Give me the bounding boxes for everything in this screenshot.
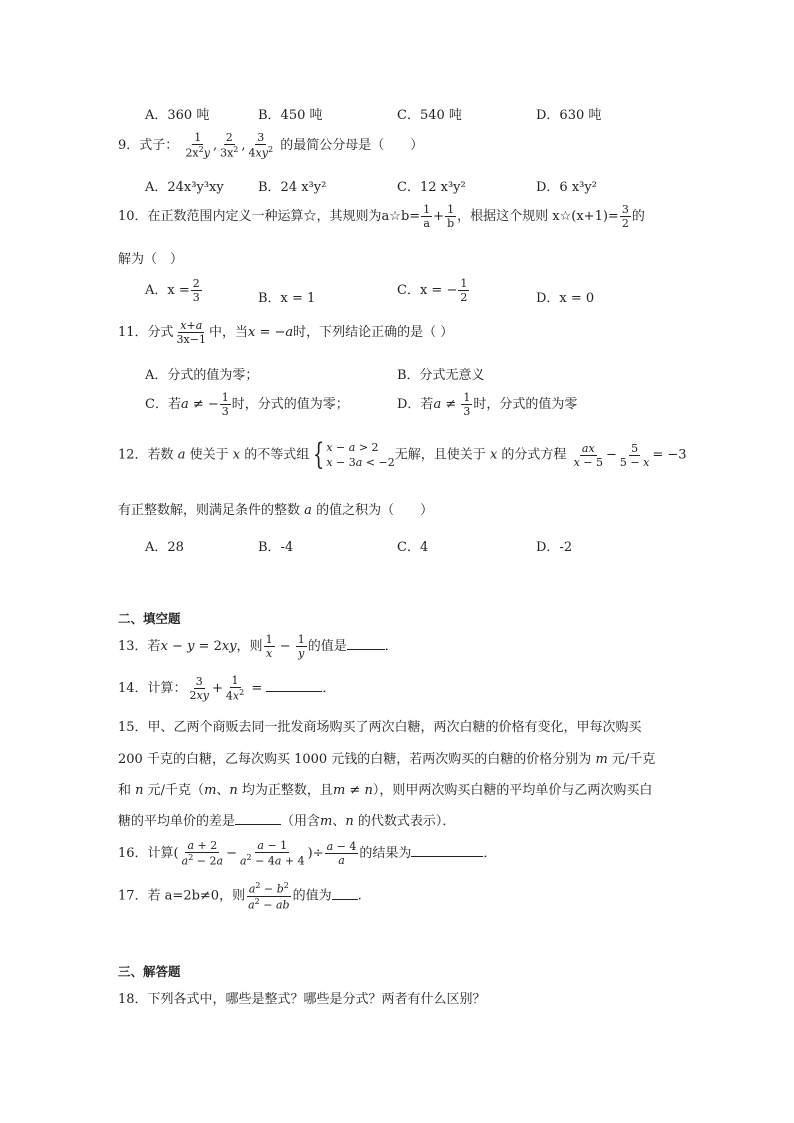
question-13: 13．若x − y = 2xy，则 $\frac{1}{x}$ − $\frac{1}{y}$ 的值是 ． [118, 633, 398, 660]
q12-option-d: D．-2 [536, 540, 573, 555]
q11-option-a: A．分式的值为零； [145, 368, 259, 383]
q12-inequality-system: { x − a > 2 x − 3a < −2 [313, 437, 395, 472]
q10-line-2: 解为（ ） [118, 252, 184, 267]
q11-option-b: B．分式无意义 [397, 368, 485, 383]
q9-option-c: C．12 x³y² [397, 180, 466, 195]
q9-prefix: 式子： [139, 137, 179, 153]
q10-option-a: A．x = $\frac{2}{3}$ [145, 277, 200, 304]
q10-stem-3: 的 [631, 209, 645, 224]
question-18: 18．下列各式中，哪些是整式？哪些是分式？两者有什么区别？ [118, 992, 486, 1007]
question-10-line-1 [118, 204, 645, 229]
q15-answer-blank[interactable] [235, 812, 281, 825]
q12-option-a: A．28 [145, 540, 184, 555]
question-17: 17．若 a=2b≠0，则 $\frac{a^2 - b^2}{a^2 - ab}$ 的值为 . [118, 881, 362, 912]
q8-option-a: A．360 吨 [145, 108, 210, 123]
q9-suffix: 的最简公分母是（ ） [280, 137, 424, 153]
q9-number: 9． [118, 137, 140, 153]
q8-option-d: D．630 吨 [536, 108, 602, 123]
q10-stem: 10．在正数范围内定义一种运算☆，其规则为 [118, 209, 382, 224]
question-15-line-1: 15．甲、乙两个商贩去同一批发商场购买了两次白糖，两次白糖的价格有变化，甲每次购买 [118, 720, 642, 735]
q11-option-d: D．若a ≠ $\frac{1}{3}$ 时，分式的值为零 [397, 391, 578, 418]
q12-option-c: C．4 [397, 540, 429, 555]
q10-option-c: C．x = − $\frac{1}{2}$ [397, 277, 468, 304]
q8-option-c: C．540 吨 [397, 108, 462, 123]
question-15-line-3: 和 n 元/千克（m、n 均为正整数，且m ≠ n），则甲两次购买白糖的平均单价与乙两次购买白 [118, 783, 653, 798]
q9-option-d: D．6 x³y² [536, 180, 597, 195]
question-14: 14．计算： $\frac{3}{2xy}$ + $\frac{1}{4x^2}$ = ． [118, 674, 336, 703]
q14-answer-blank[interactable] [266, 679, 322, 692]
q12-line-2: 有正整数解，则满足条件的整数 a 的值之积为（ ） [118, 503, 434, 518]
question-15-line-2: 200 千克的白糖，乙每次购买 1000 元钱的白糖，若两次购买的白糖的价格分别为 m 元/千克 [118, 752, 656, 767]
question-15-line-4: 糖的平均单价的差是 （用含m、n 的代数式表示）． [118, 814, 456, 829]
question-9: 9．式子： $\frac{1}{2x^2y}$ , $\frac{2}{3x^2}$ , $\frac{3}{4xy^2}$ 的最简公分母是（ ） [118, 131, 424, 160]
section-answer-title: 三、解答题 [118, 964, 181, 979]
q11-stem-2: 中，当 [208, 325, 248, 340]
q11-option-c: C．若a ≠ − $\frac{1}{3}$ 时，分式的值为零； [145, 391, 349, 418]
q12-option-b: B．-4 [258, 540, 294, 555]
q9-fraction-1: $\frac{1}{2x^2y}$ [185, 131, 210, 160]
question-12: 12．若数 a 使关于 x 的不等式组 { x − a > 2 x − 3a < −2 无解，且使关于 x 的分式方程 $\frac{ax}{x - 5}$ − $\frac{5}{5 - x}$ = −3 [118, 437, 687, 472]
section-fill-in-title: 二、填空题 [118, 611, 181, 626]
q13-answer-blank[interactable] [347, 637, 385, 650]
q8-option-b: B．450 吨 [258, 108, 323, 123]
q11-stem-3: 时，下列结论正确的是（ ） [293, 325, 454, 340]
q11-stem: 11．分式 [118, 325, 174, 340]
q10-option-d: D．x = 0 [536, 291, 595, 306]
q10-stem-2: ，根据这个规则 [457, 209, 549, 224]
q10-option-b: B．x = 1 [258, 291, 316, 306]
q10-rule-expression: a☆b= $\frac{1}{a}$ + $\frac{1}{b}$ [381, 203, 455, 230]
question-11: 11．分式 $\frac{x+a}{3x-1}$ 中，当x = −a时，下列结论正确的是（ ） [118, 319, 454, 346]
q9-option-a: A．24x³y³xy [145, 180, 224, 195]
question-16: 16．计算( $\frac{a + 2}{a^2 - 2a}$ − $\frac{a - 1}{a^2 - 4a + 4}$ )÷ $\frac{a - 4}{a}$ 的结果为 ． [118, 839, 497, 868]
q9-fraction-3: $\frac{3}{4xy^2}$ [248, 131, 274, 160]
q10-equation: x☆(x+1)= $\frac{3}{2}$ [552, 203, 629, 230]
q17-answer-blank[interactable] [332, 887, 358, 900]
q9-option-b: B．24 x³y² [258, 180, 327, 195]
q16-answer-blank[interactable] [411, 844, 483, 857]
q9-fraction-2: $\frac{2}{3x^2}$ [220, 131, 239, 160]
q11-fraction: $\frac{x+a}{3x-1}$ [176, 319, 206, 346]
